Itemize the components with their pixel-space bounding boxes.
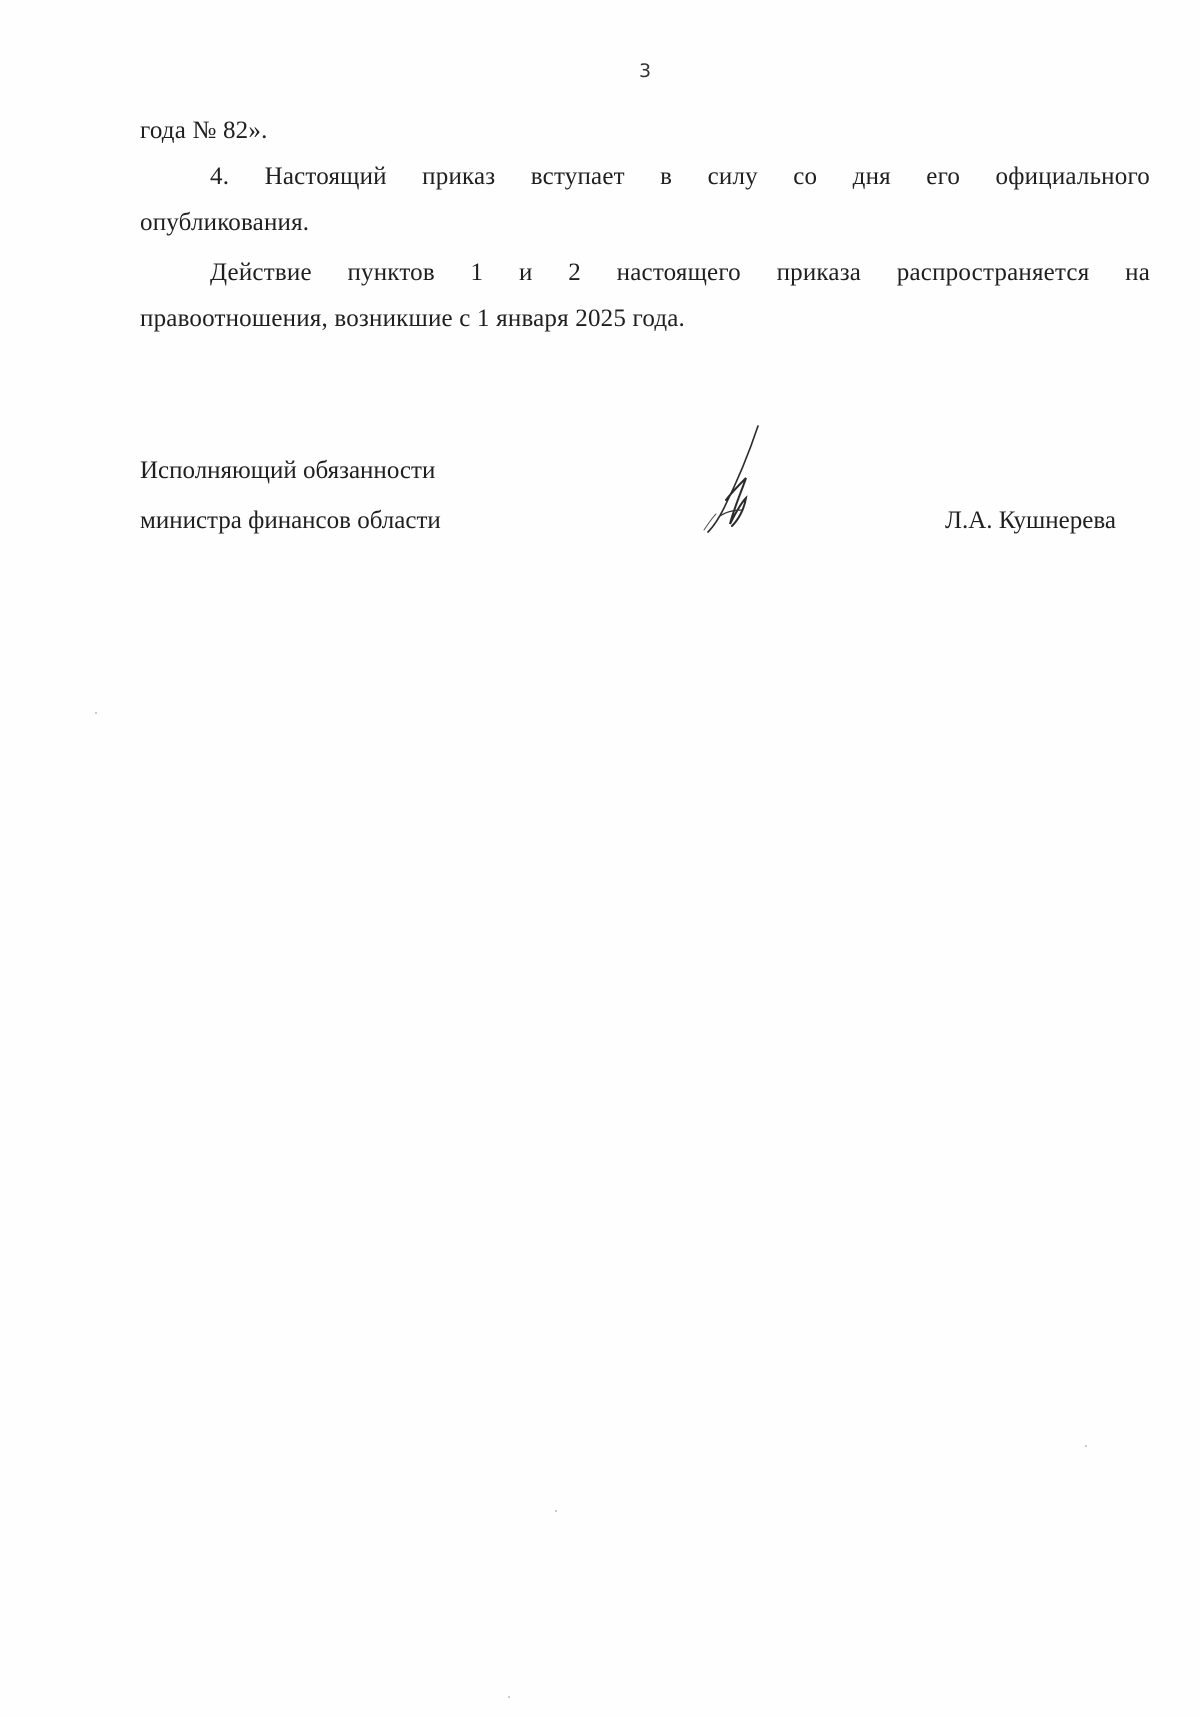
paragraph-4-line-1: 4. Настоящий приказ вступает в силу со дня его официального (210, 163, 1150, 190)
signatory-name: Л.А. Кушнерева (945, 507, 1116, 534)
signatory-position (140, 446, 441, 546)
scan-speck (555, 1510, 557, 1512)
paragraph-5-line-2: правоотношения, возникшие с 1 января 2025 года. (140, 305, 685, 332)
paragraph-5 (140, 250, 1150, 342)
page-number: 3 (638, 60, 652, 82)
scan-speck (508, 1696, 510, 1698)
paragraph-4-line-2: опубликования. (140, 209, 310, 236)
scan-speck (95, 712, 97, 714)
paragraph-4 (140, 154, 1150, 246)
signatory-position-line-2: министра финансов области (140, 507, 441, 534)
continuation-line (140, 108, 1150, 154)
body-line: года № 82». (140, 117, 268, 144)
scan-speck (1085, 1445, 1087, 1447)
signatory-position-line-1: Исполняющий обязанности (140, 457, 436, 484)
paragraph-5-line-1: Действие пунктов 1 и 2 настоящего приказа распространяется на (210, 259, 1150, 286)
handwritten-signature (680, 420, 790, 540)
